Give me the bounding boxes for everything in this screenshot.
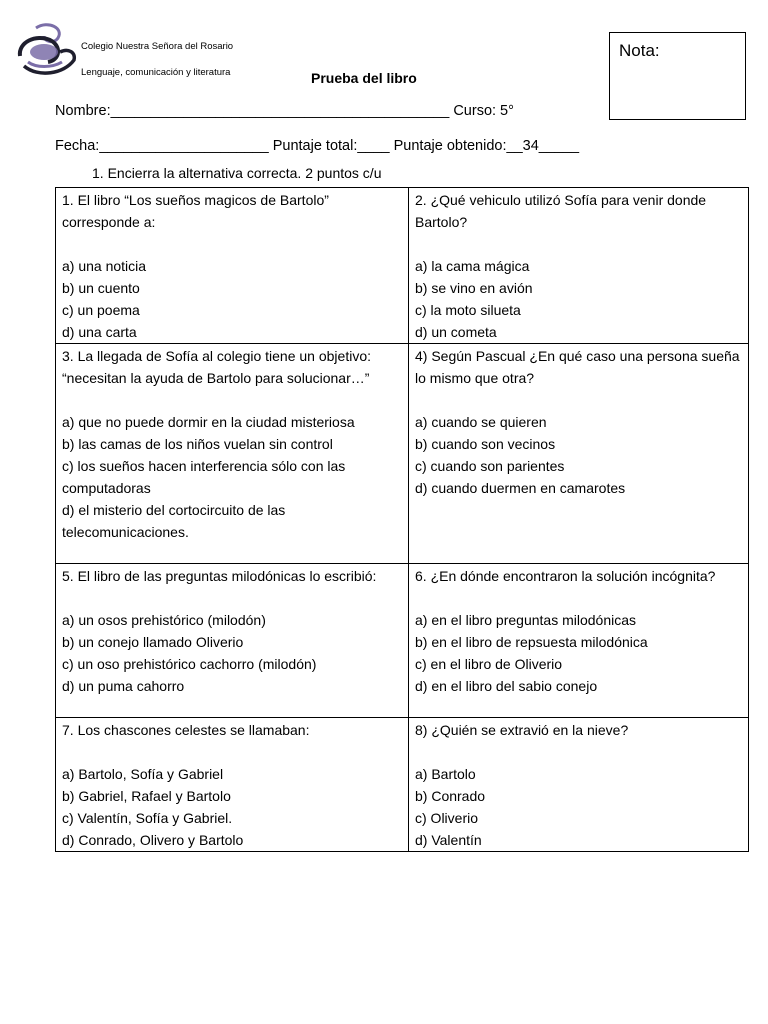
answer-option: d) el misterio del cortocircuito de las telecomunicaciones.	[62, 502, 286, 540]
answer-option: a) la cama mágica	[415, 258, 530, 274]
answer-option: a) Bartolo, Sofía y Gabriel	[62, 766, 224, 782]
answer-option: b) un cuento	[62, 280, 140, 296]
answer-option: d) Valentín	[415, 832, 482, 848]
question-cell-5	[56, 564, 409, 718]
answer-option: c) los sueños hacen interferencia sólo con las computadoras	[62, 458, 346, 496]
page-title: Prueba del libro	[311, 70, 417, 86]
subject-name: Lenguaje, comunicación y literatura	[81, 67, 231, 78]
answer-option: c) un poema	[62, 302, 140, 318]
answer-option: b) un conejo llamado Oliverio	[62, 634, 244, 650]
question-cell-6	[409, 564, 749, 718]
answer-option: d) un cometa	[415, 324, 497, 340]
answer-option: c) cuando son parientes	[415, 458, 565, 474]
question-text: 7. Los chascones celestes se llamaban:	[62, 722, 310, 738]
school-name: Colegio Nuestra Señora del Rosario	[81, 41, 234, 52]
answer-option: d) en el libro del sabio conejo	[415, 678, 598, 694]
instruction: 1. Encierra la alternativa correcta. 2 puntos c/u	[92, 165, 382, 181]
question-text: 1. El libro “Los sueños magicos de Bartolo” corresponde a:	[62, 192, 329, 230]
question-text: 3. La llegada de Sofía al colegio tiene un objetivo: “necesitan la ayuda de Bartolo para solucionar…”	[62, 348, 372, 386]
answer-option: d) Conrado, Olivero y Bartolo	[62, 832, 244, 848]
question-text: 5. El libro de las preguntas milodónicas lo escribió:	[62, 568, 377, 584]
answer-option: c) la moto silueta	[415, 302, 521, 318]
answer-option: a) un osos prehistórico (milodón)	[62, 612, 266, 628]
answer-option: a) en el libro preguntas milodónicas	[415, 612, 637, 628]
question-cell-7	[56, 718, 409, 852]
answer-option: b) las camas de los niños vuelan sin control	[62, 436, 333, 452]
school-logo	[14, 22, 78, 78]
answer-option: c) un oso prehistórico cachorro (milodón)	[62, 656, 317, 672]
answer-option: c) Oliverio	[415, 810, 479, 826]
table-row	[56, 188, 749, 344]
answer-option: d) cuando duermen en camarotes	[415, 480, 626, 496]
question-text: 8) ¿Quién se extravió en la nieve?	[415, 722, 629, 738]
table-row	[56, 718, 749, 852]
answer-option: d) una carta	[62, 324, 137, 340]
answer-option: a) cuando se quieren	[415, 414, 547, 430]
question-cell-4	[409, 344, 749, 564]
grade-box	[609, 32, 746, 120]
answer-option: b) se vino en avión	[415, 280, 533, 296]
answer-option: b) Conrado	[415, 788, 486, 804]
question-cell-2	[409, 188, 749, 344]
table-row	[56, 344, 749, 564]
table-row	[56, 564, 749, 718]
date-score-line: Fecha:_____________________ Puntaje total:____ Puntaje obtenido:__34_____	[55, 138, 580, 154]
answer-option: a) Bartolo	[415, 766, 476, 782]
student-name-course-line: Nombre:__________________________________________ Curso: 5°	[55, 103, 514, 119]
answer-option: c) en el libro de Oliverio	[415, 656, 563, 672]
question-cell-8	[409, 718, 749, 852]
questions-table	[55, 187, 749, 852]
answer-option: b) cuando son vecinos	[415, 436, 556, 452]
answer-option: b) Gabriel, Rafael y Bartolo	[62, 788, 231, 804]
question-cell-1	[56, 188, 409, 344]
answer-option: a) una noticia	[62, 258, 147, 274]
question-text: 4) Según Pascual ¿En qué caso una persona sueña lo mismo que otra?	[415, 348, 740, 386]
question-text: 2. ¿Qué vehiculo utilizó Sofía para venir donde Bartolo?	[415, 192, 707, 230]
answer-option: c) Valentín, Sofía y Gabriel.	[62, 810, 233, 826]
question-cell-3	[56, 344, 409, 564]
answer-option: d) un puma cahorro	[62, 678, 185, 694]
grade-box-label: Nota:	[619, 41, 660, 60]
answer-option: a) que no puede dormir en la ciudad misteriosa	[62, 414, 355, 430]
answer-option: b) en el libro de repsuesta milodónica	[415, 634, 648, 650]
question-text: 6. ¿En dónde encontraron la solución incógnita?	[415, 568, 716, 584]
